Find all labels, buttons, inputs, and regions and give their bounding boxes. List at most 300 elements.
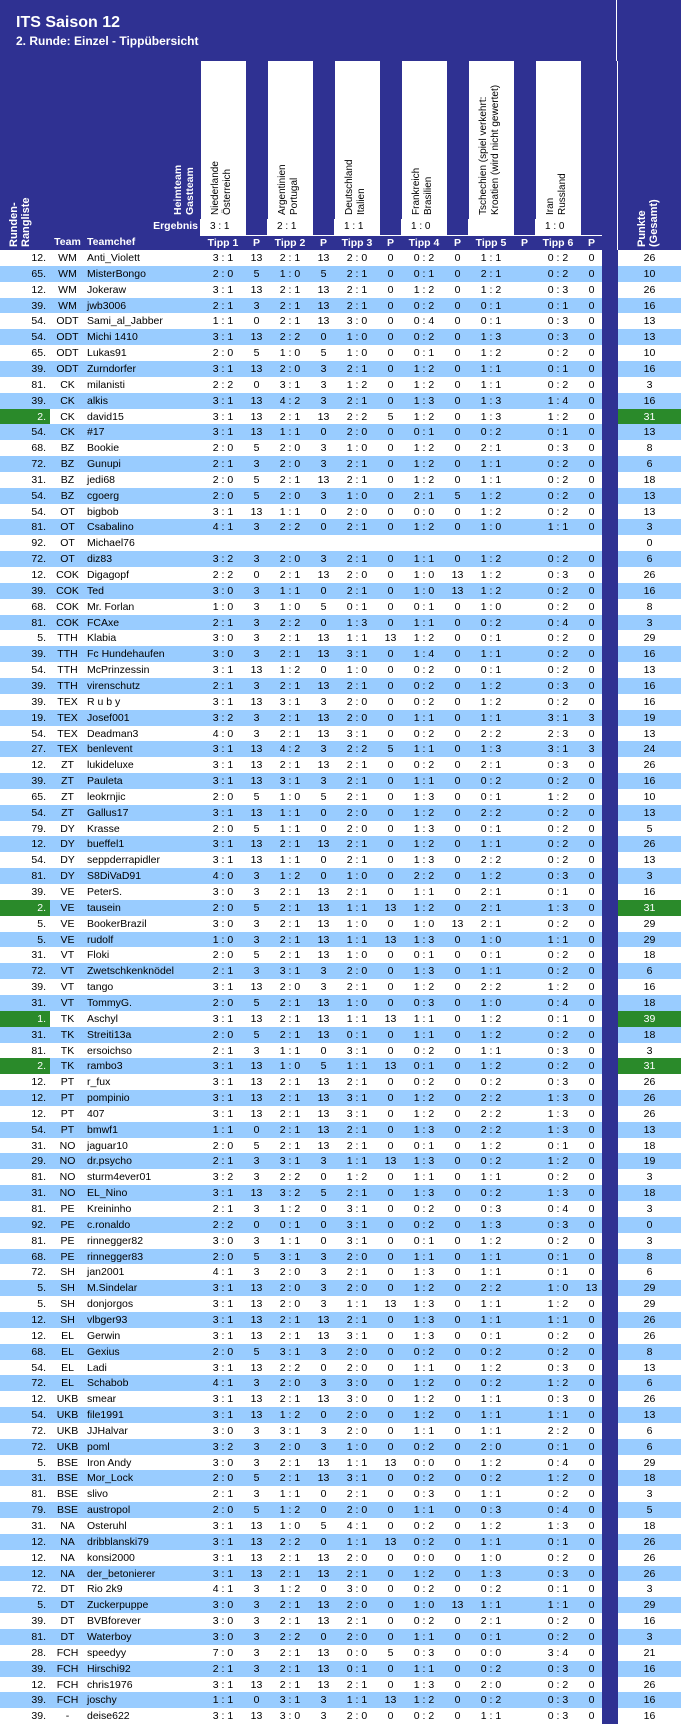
cell-tipp5: 1 : 3: [480, 1218, 502, 1231]
cell-tipp4: 1 : 2: [413, 981, 435, 994]
cell-tipp5: 2 : 1: [480, 759, 502, 772]
cell-p3: 0: [387, 489, 394, 502]
cell-tipp4: 1 : 3: [413, 965, 435, 978]
cell-team: DY: [60, 870, 75, 883]
cell-rank: 81.: [31, 521, 46, 534]
cell-p2: 0: [320, 331, 327, 344]
cell-tipp2: 1 : 1: [279, 806, 301, 819]
cell-p6: 0: [588, 299, 595, 312]
cell-tipp6: 0 : 3: [547, 1361, 569, 1374]
cell-tipp5: 1 : 2: [480, 1060, 502, 1073]
cell-tipp2: 3 : 1: [279, 1345, 301, 1358]
cell-tipp4: 1 : 1: [413, 616, 435, 629]
cell-tipp4: 1 : 3: [413, 1187, 435, 1200]
cell-p6: 0: [588, 394, 595, 407]
cell-tipp5: 1 : 1: [480, 1393, 502, 1406]
cell-p3: 0: [387, 283, 394, 296]
cell-rank: 65.: [31, 267, 46, 280]
cell-punkte: 3: [617, 868, 681, 884]
cell-tipp5: 1 : 1: [480, 1298, 502, 1311]
cell-tipp1: 3 : 1: [212, 505, 234, 518]
cell-tipp2: 1 : 2: [279, 1583, 301, 1596]
cell-p5: [514, 488, 535, 504]
cell-tipp3: 1 : 1: [346, 1694, 368, 1707]
gap-column: [602, 1407, 617, 1423]
gap-column: [602, 1581, 617, 1597]
cell-rank: 65.: [31, 347, 46, 360]
cell-p2: 13: [317, 901, 330, 914]
cell-tipp3: 2 : 1: [346, 886, 368, 898]
cell-tipp1: 3 : 1: [212, 806, 234, 819]
table-row: [0, 282, 681, 298]
cell-rank: 12.: [31, 252, 46, 264]
cell-teamchef: benlevent: [87, 743, 133, 756]
cell-teamchef: Digagopf: [87, 569, 130, 581]
cell-p6: 0: [588, 679, 595, 692]
cell-tipp4: 0 : 2: [413, 1583, 435, 1596]
cell-p6: 0: [588, 1535, 595, 1548]
cell-teamchef: rinnegger82: [87, 1234, 144, 1247]
cell-rank: 31.: [31, 473, 46, 486]
cell-punkte: 6: [617, 1264, 681, 1280]
cell-p6: 0: [588, 965, 595, 978]
cell-tipp4: 1 : 1: [413, 886, 435, 898]
cell-tipp4: 1 : 3: [413, 1266, 435, 1279]
cell-p5: [514, 1138, 535, 1154]
cell-rank: 39.: [31, 584, 46, 597]
cell-p4: 5: [454, 489, 461, 502]
cell-tipp5: 2 : 1: [480, 917, 502, 930]
cell-tipp5: 1 : 2: [480, 870, 502, 883]
cell-punkte: 16: [617, 979, 681, 995]
gap-column: [602, 1201, 617, 1217]
cell-p2: 13: [317, 679, 330, 692]
gap-column: [602, 282, 617, 298]
cell-tipp4: 0 : 0: [413, 1456, 435, 1469]
cell-p2: 3: [320, 489, 327, 502]
cell-tipp6: 0 : 3: [547, 283, 569, 296]
cell-tipp1: 2 : 2: [212, 569, 234, 581]
cell-tipp4: 0 : 2: [413, 1218, 435, 1231]
cell-p4: 0: [454, 806, 461, 819]
cell-teamchef: FCAxe: [87, 616, 120, 629]
cell-p6: 0: [588, 1520, 595, 1532]
cell-tipp1: 3 : 1: [212, 838, 234, 851]
cell-teamchef: PeterS.: [87, 886, 123, 898]
cell-punkte: 8: [617, 440, 681, 456]
cell-p1: 3: [253, 1044, 260, 1057]
cell-p3: 5: [387, 410, 394, 423]
cell-p6: 0: [588, 901, 595, 914]
cell-tipp5: 0 : 2: [480, 426, 502, 439]
cell-rank: 81.: [31, 1234, 46, 1247]
cell-tipp2: 1 : 1: [279, 822, 301, 835]
cell-p2: 5: [320, 1187, 327, 1200]
cell-p6: 0: [588, 1345, 595, 1358]
cell-p5: [514, 1439, 535, 1455]
table-row: [0, 1264, 681, 1280]
cell-tipp4: 1 : 2: [413, 521, 435, 534]
cell-p5: [514, 298, 535, 314]
table-row: [0, 630, 681, 646]
cell-teamchef: lukideluxe: [87, 759, 134, 772]
cell-p4: 0: [454, 870, 461, 883]
cell-tipp5: 2 : 0: [480, 1678, 502, 1691]
cell-team: FCH: [56, 1694, 79, 1707]
cell-p5: [514, 1122, 535, 1138]
cell-p6: 0: [588, 473, 595, 486]
cell-p3: 0: [387, 1329, 394, 1342]
cell-tipp6: 1 : 1: [547, 521, 569, 534]
cell-tipp3: 1 : 1: [346, 632, 368, 645]
cell-tipp4: 1 : 1: [413, 743, 435, 756]
cell-p4: 0: [454, 521, 461, 534]
cell-rank: 81.: [31, 1044, 46, 1057]
cell-teamchef: sturm4ever01: [87, 1171, 152, 1184]
cell-p5: [514, 615, 535, 631]
cell-p5: [514, 836, 535, 852]
cell-rank: 12.: [31, 1329, 46, 1342]
cell-p3: 0: [387, 790, 394, 803]
cell-p4: 0: [454, 1329, 461, 1342]
cell-tipp4: 0 : 2: [413, 695, 435, 708]
cell-p3: 0: [387, 822, 394, 835]
cell-tipp5: 0 : 2: [480, 1377, 502, 1390]
cell-p1: 5: [253, 790, 260, 803]
cell-p6: 0: [588, 838, 595, 851]
cell-rank: 31.: [31, 1139, 46, 1152]
cell-p5: [514, 1169, 535, 1185]
cell-teamchef: Osteruhl: [87, 1520, 127, 1532]
cell-punkte: 26: [617, 757, 681, 773]
cell-p1: 13: [250, 1567, 263, 1580]
table-row: [0, 1423, 681, 1439]
cell-p1: 3: [253, 458, 260, 471]
cell-team: TTH: [57, 648, 78, 661]
cell-p3: 0: [387, 775, 394, 788]
cell-p3: 0: [387, 426, 394, 439]
cell-p3: 0: [387, 1504, 394, 1517]
cell-tipp5: 1 : 2: [480, 1139, 502, 1152]
cell-tipp3: 3 : 1: [346, 1107, 368, 1120]
cell-p2: 3: [320, 1155, 327, 1168]
cell-tipp5: 0 : 1: [480, 664, 502, 677]
cell-p6: 0: [588, 1424, 595, 1437]
cell-teamchef: speedyy: [87, 1646, 127, 1659]
cell-tipp3: 2 : 0: [346, 569, 368, 581]
cell-p4: 0: [454, 1615, 461, 1628]
cell-tipp6: 1 : 1: [547, 933, 569, 946]
cell-tipp2: 2 : 0: [279, 981, 301, 994]
cell-tipp6: 1 : 1: [547, 1599, 569, 1612]
cell-p1: 13: [250, 759, 263, 772]
cell-punkte: 16: [617, 694, 681, 710]
cell-p1: 0: [253, 315, 260, 328]
cell-p2: 13: [317, 838, 330, 851]
cell-tipp1: 3 : 1: [212, 252, 234, 264]
cell-p5: [514, 409, 535, 425]
cell-teamchef: deise622: [87, 1710, 130, 1723]
cell-p3: 0: [387, 1345, 394, 1358]
cell-p4: 0: [454, 1535, 461, 1548]
cell-tipp2: 2 : 1: [279, 759, 301, 772]
cell-p6: 0: [588, 1234, 595, 1247]
gap-column: [602, 1692, 617, 1708]
cell-team: BSE: [56, 1504, 78, 1517]
cell-tipp4: 0 : 2: [413, 1520, 435, 1532]
cell-team: ZT: [61, 790, 74, 803]
cell-tipp5: 1 : 0: [480, 996, 502, 1009]
cell-p4: 0: [454, 1298, 461, 1311]
cell-tipp3: 2 : 1: [346, 299, 368, 312]
cell-tipp4: 0 : 1: [413, 1234, 435, 1247]
cell-p5: [514, 1296, 535, 1312]
cell-p6: 0: [588, 1171, 595, 1184]
cell-tipp5: 1 : 2: [480, 283, 502, 296]
cell-p3: 0: [387, 1266, 394, 1279]
cell-p6: 0: [588, 1266, 595, 1279]
cell-rank: 54.: [31, 489, 46, 502]
cell-p3: 0: [387, 1615, 394, 1628]
cell-rank: 2.: [0, 900, 50, 916]
cell-p1: [246, 535, 267, 551]
cell-p2: 3: [320, 695, 327, 708]
cell-tipp5: 2 : 2: [480, 1107, 502, 1120]
cell-tipp4: 1 : 2: [413, 1567, 435, 1580]
p-header-2: P: [313, 235, 334, 250]
cell-p5: [514, 630, 535, 646]
table-row: [0, 1439, 681, 1455]
gap-column: [602, 409, 617, 425]
cell-tipp5: 1 : 2: [480, 1012, 502, 1025]
cell-punkte: 29: [617, 1597, 681, 1613]
cell-tipp1: [200, 535, 246, 551]
table-row: [0, 868, 681, 884]
cell-p2: 13: [317, 569, 330, 581]
cell-tipp4: 1 : 2: [413, 458, 435, 471]
cell-punkte: 13: [617, 662, 681, 678]
cell-teamchef: McPrinzessin: [87, 664, 150, 677]
cell-p3: 0: [387, 1139, 394, 1152]
cell-rank: 5.: [37, 933, 46, 946]
table-row: [0, 1550, 681, 1566]
cell-p1: 3: [253, 679, 260, 692]
cell-tipp2: 1 : 1: [279, 1044, 301, 1057]
cell-p5: [514, 646, 535, 662]
cell-tipp6: 0 : 2: [547, 775, 569, 788]
match-result-2: 2 : 1: [269, 219, 313, 234]
cell-p3: 0: [387, 584, 394, 597]
cell-tipp4: 1 : 1: [413, 1012, 435, 1025]
tipp-header-2: Tipp 2: [267, 235, 313, 250]
cell-punkte: 26: [617, 1074, 681, 1090]
away-team-2: Portugal: [289, 177, 300, 215]
cell-tipp2: 1 : 0: [279, 267, 301, 280]
cell-teamchef: Gerwin: [87, 1329, 121, 1342]
gap-column: [602, 1455, 617, 1471]
cell-tipp2: 1 : 0: [279, 347, 301, 360]
cell-rank: 54.: [31, 727, 46, 740]
gap-column: [602, 1344, 617, 1360]
cell-teamchef: dribblanski79: [87, 1535, 149, 1548]
cell-tipp5: 1 : 1: [480, 1424, 502, 1437]
cell-tipp4: 1 : 2: [413, 838, 435, 851]
cell-teamchef: Zurndorfer: [87, 362, 137, 375]
cell-rank: 39.: [31, 648, 46, 661]
cell-p4: 0: [454, 949, 461, 962]
cell-team: TK: [60, 1060, 75, 1073]
cell-p5: [514, 678, 535, 694]
cell-p3: 0: [387, 1409, 394, 1422]
cell-p6: 0: [588, 1567, 595, 1580]
cell-tipp6: 1 : 2: [547, 981, 569, 994]
cell-tipp6: 0 : 3: [547, 315, 569, 328]
cell-p3: 0: [387, 505, 394, 518]
cell-tipp4: 1 : 2: [413, 442, 435, 455]
cell-tipp2: 1 : 2: [279, 1203, 301, 1215]
cell-tipp4: 2 : 1: [413, 489, 435, 502]
cell-tipp3: 2 : 1: [346, 521, 368, 534]
cell-tipp3: 1 : 0: [346, 917, 368, 930]
title-banner-right: [617, 0, 681, 61]
cell-p5: [514, 947, 535, 963]
table-row: [0, 1486, 681, 1502]
rank-header: Runden- Rangliste: [8, 197, 32, 247]
table-row: [0, 1153, 681, 1169]
cell-tipp6: 0 : 3: [547, 569, 569, 581]
cell-p1: 13: [250, 854, 263, 867]
cell-punkte: 3: [617, 1581, 681, 1597]
gap-column: [602, 963, 617, 979]
table-row: [0, 1122, 681, 1138]
cell-tipp6: 0 : 3: [547, 1044, 569, 1057]
cell-rank: 72.: [31, 1424, 46, 1437]
cell-tipp4: 0 : 0: [413, 1551, 435, 1564]
cell-tipp5: 1 : 2: [480, 569, 502, 581]
cell-p3: 0: [387, 727, 394, 740]
cell-tipp3: 1 : 0: [346, 331, 368, 344]
cell-team: VE: [60, 933, 75, 946]
cell-teamchef: der_betonierer: [87, 1567, 156, 1580]
cell-p4: 13: [451, 1599, 464, 1612]
cell-tipp3: 2 : 1: [346, 1187, 368, 1200]
cell-p6: 0: [588, 1551, 595, 1564]
cell-tipp4: 1 : 2: [413, 1092, 435, 1105]
cell-tipp5: 0 : 1: [480, 1630, 502, 1643]
cell-team: BSE: [56, 1488, 78, 1501]
gap-column: [602, 472, 617, 488]
cell-tipp2: 2 : 2: [279, 1630, 301, 1643]
cell-tipp6: 0 : 3: [547, 1218, 569, 1231]
cell-tipp2: 2 : 1: [279, 1092, 301, 1105]
cell-punkte: 16: [617, 678, 681, 694]
cell-tipp3: 2 : 2: [346, 410, 368, 423]
cell-p2: 13: [317, 727, 330, 740]
cell-p6: 0: [588, 1615, 595, 1628]
cell-tipp3: 2 : 1: [346, 1266, 368, 1279]
cell-p5: [514, 393, 535, 409]
cell-p6: 0: [588, 1456, 595, 1469]
cell-p5: [514, 1629, 535, 1645]
cell-p1: 13: [250, 283, 263, 296]
cell-p5: [514, 1201, 535, 1217]
cell-tipp4: 1 : 2: [413, 901, 435, 914]
title-banner: [0, 0, 617, 61]
cell-p2: 3: [320, 442, 327, 455]
cell-punkte: 13: [617, 424, 681, 440]
gap-column: [602, 884, 617, 900]
cell-tipp4: 0 : 2: [413, 299, 435, 312]
cell-tipp6: 0 : 2: [547, 600, 569, 613]
cell-tipp5: 2 : 1: [480, 267, 502, 280]
cell-tipp5: 1 : 2: [480, 1234, 502, 1247]
cell-tipp1: 1 : 0: [212, 933, 234, 946]
cell-tipp2: 3 : 1: [279, 378, 301, 391]
cell-teamchef: rudolf: [87, 933, 114, 946]
cell-p6: 0: [588, 1440, 595, 1453]
cell-rank: 54.: [31, 664, 46, 677]
cell-tipp6: 0 : 4: [547, 1504, 569, 1517]
cell-tipp6: 0 : 1: [547, 1012, 569, 1025]
cell-p4: 0: [454, 1060, 461, 1073]
cell-tipp1: 3 : 2: [212, 1171, 234, 1184]
table-row: [0, 741, 681, 757]
gap-column: [602, 1153, 617, 1169]
cell-tipp5: 1 : 1: [480, 252, 502, 264]
cell-tipp4: 1 : 4: [413, 648, 435, 661]
cell-p2: 13: [317, 1646, 330, 1659]
cell-tipp2: 1 : 1: [279, 426, 301, 439]
cell-tipp6: 0 : 2: [547, 1345, 569, 1358]
cell-team: UKB: [56, 1393, 79, 1406]
cell-p1: 3: [253, 1646, 260, 1659]
cell-tipp6: 0 : 2: [547, 267, 569, 280]
gap-column: [602, 1249, 617, 1265]
cell-punkte: 3: [617, 615, 681, 631]
cell-p4: 0: [454, 1472, 461, 1485]
cell-p3: [380, 535, 401, 551]
cell-tipp3: 2 : 1: [346, 679, 368, 692]
cell-team: WM: [58, 267, 77, 280]
cell-p4: 0: [454, 1520, 461, 1532]
cell-teamchef: Gallus17: [87, 806, 129, 819]
table-row: [0, 1661, 681, 1677]
cell-p5: [514, 1391, 535, 1407]
cell-rank: 54.: [31, 1409, 46, 1422]
cell-punkte: 24: [617, 741, 681, 757]
cell-p3: 0: [387, 521, 394, 534]
gap-column: [602, 1217, 617, 1233]
cell-tipp5: 1 : 1: [480, 473, 502, 486]
cell-p1: 3: [253, 711, 260, 724]
cell-tipp5: 1 : 2: [480, 1520, 502, 1532]
cell-p5: [514, 440, 535, 456]
cell-p1: 13: [250, 775, 263, 788]
cell-p6: 0: [588, 1361, 595, 1374]
cell-tipp2: 3 : 1: [279, 1694, 301, 1707]
cell-p4: 0: [454, 996, 461, 1009]
cell-teamchef: rinnegger83: [87, 1250, 144, 1263]
cell-p5: [514, 1581, 535, 1597]
cell-rank: 54.: [31, 854, 46, 867]
cell-p1: 5: [253, 473, 260, 486]
cell-p1: 5: [253, 949, 260, 962]
cell-teamchef: Iron Andy: [87, 1456, 132, 1469]
cell-p1: 13: [250, 1060, 263, 1073]
cell-punkte: 18: [617, 1470, 681, 1486]
gap-column: [602, 1233, 617, 1249]
cell-teamchef: slivo: [87, 1488, 109, 1501]
